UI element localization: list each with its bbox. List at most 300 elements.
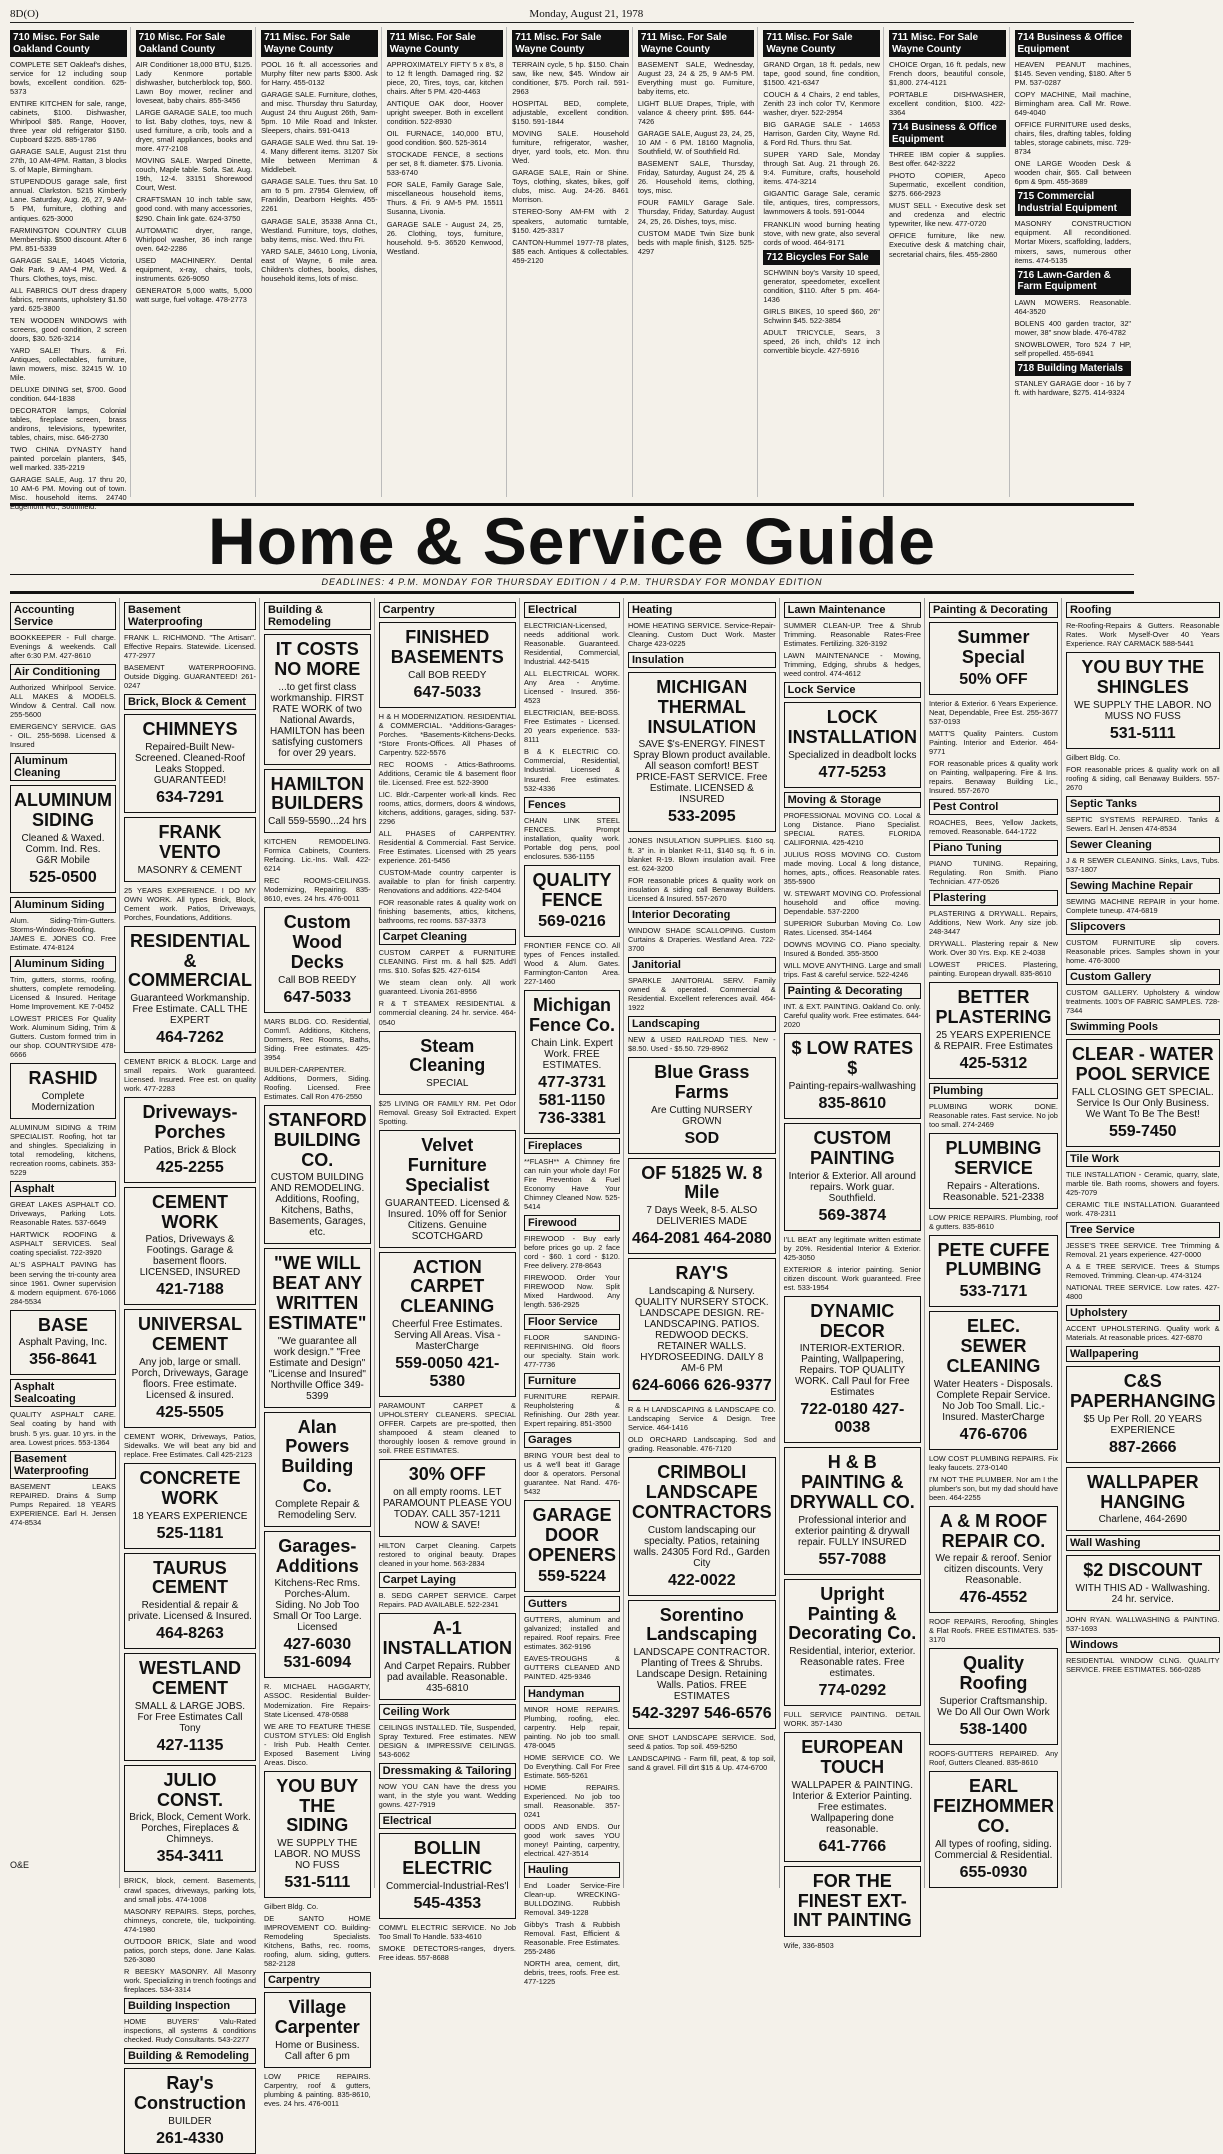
- display-ad-line: Summer Special: [957, 627, 1030, 667]
- service-category-header: Carpet Cleaning: [379, 929, 516, 945]
- display-ad-line: SOD: [684, 1129, 720, 1147]
- display-ad-line: 25 YEARS EXPERIENCE & REPAIR. Free Estimates: [934, 1029, 1053, 1052]
- display-ad-line: 7 Days Week, 8-5. ALSO DELIVERIES MADE: [646, 1205, 758, 1228]
- service-category-header: Sewer Cleaning: [1066, 837, 1220, 853]
- display-ad-box: [264, 634, 371, 765]
- display-ad-line: 559-7450: [1108, 1122, 1177, 1140]
- service-category-header: Swimming Pools: [1066, 1019, 1220, 1035]
- classified-ad: STANLEY GARAGE door - 16 by 7 ft. with hardware, $275. 414-9324: [1014, 379, 1132, 398]
- service-ad: NATIONAL TREE SERVICE. Low rates. 427-4800: [1065, 1283, 1220, 1302]
- display-ad-line: We repair & reroof. Senior citizen discounts. Very Reasonable.: [935, 1553, 1052, 1587]
- display-ad-line: FRANK VENTO: [158, 821, 222, 862]
- classified-column: [638, 27, 759, 497]
- service-ad: PLASTERING & DRYWALL. Repairs, Additions, New Work. Any size job. 248-3447: [928, 909, 1058, 937]
- display-ad-box: [124, 1463, 256, 1549]
- display-ad-box: [524, 1500, 620, 1592]
- classified-ad: SCHWINN boy's Varsity 10 speed, generator, speedometer, excellent condition, $110. After 5 pm. 464-1436: [763, 268, 880, 305]
- display-ad-line: Any job, large or small. Porch, Driveways, Garage floors. Free estimate. Licensed & insured.: [131, 1357, 249, 1401]
- display-ad-line: Specialized in deadbolt locks: [788, 749, 917, 761]
- display-ad-line: PETE CUFFE PLUMBING: [937, 1239, 1050, 1280]
- display-ad-box: [1066, 1366, 1220, 1463]
- display-ad-box: [784, 1866, 921, 1937]
- service-ad: BRICK, block, cement. Basements, crawl spaces, driveways, parking lots, and small jobs. 474-1008: [123, 1876, 256, 1904]
- display-ad-line: Residential, interior, exterior. Reasonable rates. Free estimates.: [789, 1646, 916, 1680]
- classified-ad: BASEMENT SALE, Thursday, Friday, Saturday, August 24, 25 & 26. Household items, clothing, toys, misc.: [637, 159, 755, 196]
- service-category-header: Pest Control: [929, 799, 1058, 815]
- display-ad-line: CONCRETE WORK: [139, 1468, 241, 1508]
- service-ad: WE ARE TO FEATURE THESE CUSTOM STYLES: Old English - Irish Pub. Health Center. Exposed Basement Living Areas. Disco.: [263, 1721, 371, 1767]
- display-ad-box: [124, 817, 256, 882]
- classified-ad: FOUR FAMILY Garage Sale. Thursday, Friday, Saturday. August 24, 25, 26. Dishes, toys, misc.: [637, 198, 755, 226]
- service-ad: FRONTIER FENCE CO. All types of Fences installed. Wood & Alum. Gates. Farmington-Canton Area. 227-1460: [523, 941, 620, 987]
- service-ad: LOW PRICE REPAIRS. Plumbing, roof & gutters. 835-8610: [928, 1212, 1058, 1231]
- display-ad-line: Brick, Block, Cement Work. Porches, Fireplaces & Chimneys.: [129, 1812, 251, 1846]
- service-ad: BUILDER-CARPENTER. Additions, Dormers, Siding. Roofing. Licensed. Free Estimates. Call Ron 476-2550: [263, 1064, 371, 1102]
- classified-ad: OFFICE furniture, like new. Executive desk & matching chair, secretarial chairs, files. 455-2860: [888, 231, 1006, 259]
- display-ad-line: All types of roofing, siding. Commercial & Residential.: [934, 1838, 1053, 1861]
- service-ad: SUPERIOR Suburban Moving Co. Low Rates. Licensed. 354-1464: [783, 919, 921, 938]
- display-ad-box: [784, 1447, 921, 1574]
- display-ad-line: $2 DISCOUNT: [1083, 1560, 1203, 1581]
- masthead: [10, 8, 1134, 23]
- display-ad-box: [264, 1105, 371, 1244]
- service-ad: CUSTOM CARPET & FURNITURE CLEANING. First rm. & hall $25. Add'l rms. $10. Sofas $25. 427-6154: [378, 948, 516, 976]
- classified-ad: PORTABLE DISHWASHER, excellent condition, $100. 422-3364: [888, 90, 1006, 118]
- service-ad: HOME SERVICE CO. We Do Everything. Call For Free Estimate. 565-5261: [523, 1752, 620, 1780]
- service-ad: 25 YEARS EXPERIENCE. I DO MY OWN WORK. All types Brick, Block, Cement work. Patios, Driveways, Porches, Foundations, Additions.: [123, 885, 256, 922]
- service-ad: MARS BLDG. CO. Residential, Comm'l. Additions, Kitchens, Dormers, Rec Rooms, Baths, Siding. Free estimates. 425-3954: [263, 1016, 371, 1062]
- service-ad: FOR reasonable rates & quality work on finishing basements, attics, kitchens, bathrooms, rec rooms. 537-3373: [378, 898, 516, 926]
- display-ad-line: UNIVERSAL CEMENT: [137, 1314, 242, 1355]
- service-ad: DE SANTO HOME IMPROVEMENT CO. Building-Remodeling Specialists. Kitchens, Baths, rec. rooms, roofing, alum. siding, gutters. 582-2128: [263, 1914, 371, 1969]
- page-date: Monday, August 21, 1978: [529, 8, 644, 20]
- display-ad-line: BUILDER: [168, 2115, 212, 2127]
- display-ad-box: [264, 1412, 371, 1527]
- guide-column: [628, 598, 780, 1888]
- display-ad-box: [929, 1771, 1058, 1887]
- display-ad-line: Garages-Additions: [275, 1535, 359, 1576]
- classified-ad: MOVING SALE. Household furniture, refrigerator, washer, dryer, yard tools, etc. Mon. thru Wed.: [512, 129, 629, 166]
- display-ad-box: [379, 1613, 516, 1700]
- service-ad: SEPTIC SYSTEMS REPAIRED. Tanks & Sewers. Earl H. Jensen 474-8534: [1065, 814, 1220, 833]
- display-ad-line: 425-5312: [959, 1054, 1028, 1072]
- classified-ad: LARGE GARAGE SALE, too much to list. Baby clothes, toys, new & used furniture, a crib, tools and a dryer, small appliances, books and more. 477-2108: [135, 108, 253, 154]
- display-ad-box: [264, 1771, 371, 1898]
- service-category-header: Fences: [524, 797, 620, 813]
- service-ad: H & H MODERNIZATION. RESIDENTIAL & COMMERCIAL. *Additions-Garages-Porches. *Basements-Kitchens-Decks. *Store Fronts-Offices. All Phases of Carpentry. 522-5576: [378, 711, 516, 757]
- display-ad-line: 425-5505: [156, 1404, 224, 1421]
- display-ad-line: 427-1135: [156, 1736, 224, 1754]
- service-ad: NOW YOU CAN have the dress you want, in the style you want. Wedding gowns. 427-7919: [378, 1781, 516, 1809]
- guide-column: [929, 598, 1062, 1888]
- display-ad-line: 525-1181: [156, 1524, 224, 1542]
- service-ad: PLUMBING WORK DONE. Reasonable rates. Fast service. No job too small. 274-2469: [928, 1101, 1058, 1129]
- service-category-header: Handyman: [524, 1686, 620, 1702]
- display-ad-line: Guaranteed Workmanship. Free Estimate. CALL THE EXPERT: [130, 993, 250, 1027]
- classified-ad: BOLENS 400 garden tractor, 32" mower, 38" snow blade. 476-4782: [1014, 318, 1132, 337]
- classified-ad: GENERATOR 5,000 watts, 5,000 watt surge, fuel voltage. 478-2773: [135, 285, 253, 304]
- guide-column: [1066, 598, 1223, 1888]
- classified-ad: GARAGE SALE, 14045 Victoria, Oak Park. 9 AM-4 PM, Wed. & Thurs. Clothes, toys, misc.: [10, 255, 127, 283]
- service-category-header: Dressmaking & Tailoring: [379, 1763, 516, 1779]
- display-ad-line: Residential & repair & private. Licensed & Insured.: [127, 1600, 252, 1623]
- classified-ad: STEREO-Sony AM-FM with 2 speakers, automatic turntable, $150. 425-3317: [512, 207, 629, 235]
- home-service-guide-banner: [10, 503, 1134, 594]
- display-ad-line: INTERIOR-EXTERIOR. Painting, Wallpapering, Repairs. TOP QUALITY WORK. Call Paul for Free Estimates: [795, 1343, 910, 1399]
- classified-ad: MOVING SALE. Warped Dinette, couch, Maple table. Sofa. Sat. Aug. 19th, 12-4. 33151 Shorewood Court, West.: [135, 156, 253, 193]
- service-ad: SMOKE DETECTORS-ranges, dryers. Free ideas. 557-8688: [378, 1943, 516, 1962]
- display-ad-line: Sorentino Landscaping: [646, 1604, 758, 1645]
- service-ad: FURNITURE REPAIR. Reupholstering & Refinishing. Our 28th year. Expert repairing. 851-3500: [523, 1391, 620, 1428]
- section-header: 715 Commercial Industrial Equipment: [1015, 189, 1132, 216]
- display-ad-line: WALLPAPER HANGING: [1086, 1471, 1199, 1512]
- classified-column: [889, 27, 1010, 497]
- display-ad-line: 477-5253: [818, 763, 887, 781]
- display-ad-line: 722-0180 427-0038: [800, 1401, 905, 1437]
- display-ad-line: CEMENT WORK: [151, 1191, 228, 1232]
- display-ad-box: [1066, 1039, 1220, 1147]
- display-ad-box: [264, 1248, 371, 1407]
- display-ad-line: Village Carpenter: [274, 1997, 360, 2038]
- classified-ad: OFFICE FURNITURE used desks, chairs, files, drafting tables, folding tables, storage cabinets, misc. 729-8734: [1014, 120, 1132, 157]
- display-ad-line: Driveways-Porches: [142, 1102, 238, 1143]
- display-ad-line: SAVE $'s-ENERGY. FINEST Spray Blown product available. All season comfort! BEST PRICE-FAST SERVICE. Free Estimate. LICENSED & INSURED: [633, 739, 771, 806]
- display-ad-box: [628, 1600, 776, 1730]
- service-ad: FIREWOOD - Buy early before prices go up. 2 face cord - $60. 1 cord - $120. Free delivery. 278-8643: [523, 1234, 620, 1271]
- classified-ad: POOL 16 ft. all accessories and Murphy filter new parts $300. Ask for Harry. 455-0132: [261, 60, 378, 88]
- service-ad: REC ROOMS-CEILINGS. Modernizing, Repairing. 835-8610, eves. 24 hrs. 476-0011: [263, 876, 371, 904]
- service-category-header: Landscaping: [628, 1016, 776, 1032]
- service-ad: R & T STEAMEX RESIDENTIAL & commercial cleaning. 24 hr. service. 464-0540: [378, 999, 516, 1027]
- service-category-header: Windows: [1066, 1637, 1220, 1653]
- classified-ad: APPROXIMATELY FIFTY 5 x 8's, 8 to 12 ft length. Damaged ring. $2 piece, 20, Tires, toys, car, kitchen chairs. After 5 PM. 420-4463: [386, 60, 504, 97]
- service-ad: HOME HEATING SERVICE. Service-Repair-Cleaning. Custom Duct Work. Master Charge 423-0225: [627, 621, 776, 649]
- display-ad-line: Professional interior and exterior painting & drywall repair. FULLY INSURED: [795, 1514, 910, 1548]
- service-ad: JOHN RYAN. WALLWASHING & PAINTING. 537-1693: [1065, 1615, 1220, 1634]
- display-ad-line: Call BOB REEDY: [408, 669, 487, 681]
- display-ad-line: 542-3297 546-6576: [631, 1705, 772, 1723]
- display-ad-box: [524, 865, 620, 938]
- classified-ad: LAWN MOWERS. Reasonable. 464-3520: [1014, 297, 1132, 316]
- display-ad-line: Custom landscaping our specialty. Patios, retaining walls. 24305 Ford Rd., Garden City: [633, 1524, 770, 1569]
- display-ad-box: [929, 1648, 1058, 1745]
- classified-ad: GRAND Organ, 18 ft. pedals, new tape, good sound, fine condition, $1500. 421-6347: [763, 60, 880, 88]
- classified-ad: BIG GARAGE SALE - 14653 Harrison, Garden City, Wayne Rd. & Ford Rd. Thurs. thru Sat.: [763, 120, 880, 148]
- service-category-header: Asphalt: [10, 1181, 116, 1197]
- display-ad-line: 30% OFF: [408, 1464, 486, 1485]
- classified-ad: DECORATOR lamps, Colonial tables, fireplace screen, brass andirons, televisions, typewriter, tables, chairs, misc. 646-2730: [10, 406, 127, 443]
- display-ad-line: WE SUPPLY THE LABOR. NO MUSS NO FUSS: [274, 1838, 361, 1872]
- display-ad-line: 647-5033: [283, 988, 352, 1006]
- classified-ad: TERRAIN cycle, 5 hp. $150. Chain saw, like new, $45. Window air conditioner, $75. Porch rail. 591-2963: [512, 60, 629, 97]
- display-ad-line: Complete Modernization: [31, 1091, 95, 1114]
- display-ad-line: GUARANTEED. Licensed & Insured. 10% off for Senior Citizens. Genuine SCOTCHGARD: [385, 1197, 510, 1242]
- classified-ad: GARAGE SALE, Rain or Shine. Toys, clothing, skates, bikes, golf clubs, misc. Aug. 24-26. 8461 Morrison.: [512, 168, 629, 205]
- display-ad-box: [124, 2068, 256, 2154]
- service-ad: ALL ELECTRICAL WORK. Any Area - Anytime. Licensed - Insured. 356-4523: [523, 669, 620, 706]
- service-ad: W. STEWART MOVING CO. Professional household and office moving. Dependable. 537-2200: [783, 889, 921, 917]
- service-ad: ALUMINUM SIDING & TRIM SPECIALIST. Roofing, hot tar and shingles. Specializing in total remodeling, kitchens, recreation rooms, cabinets. 353-5229: [10, 1123, 116, 1178]
- display-ad-line: 557-7088: [818, 1550, 887, 1568]
- display-ad-line: 525-0500: [29, 868, 97, 886]
- display-ad-line: Blue Grass Farms: [654, 1061, 750, 1102]
- display-ad-line: And Carpet Repairs. Rubber pad available. Reasonable. 435-6810: [384, 1660, 511, 1694]
- service-ad: CHAIN LINK STEEL FENCES. Prompt installation, quality work. Portable dog pens, pool enclosures. 536-1155: [523, 815, 620, 861]
- service-category-header: Aluminum Siding: [10, 897, 116, 913]
- display-ad-line: ELEC. SEWER CLEANING: [946, 1316, 1041, 1376]
- classified-ad: COUCH & 4 Chairs, 2 end tables, Zenith 23 inch color TV, Kenmore washer, dryer. 522-2954: [763, 90, 880, 118]
- service-category-header: Brick, Block & Cement: [124, 694, 256, 710]
- section-header: 714 Business & Office Equipment: [1015, 30, 1132, 57]
- classified-ad: ADULT TRICYCLE, Sears, 3 speed, 26 inch, child's 12 inch convertible bicycle. 427-5916: [763, 328, 880, 356]
- classified-column: [1015, 27, 1135, 497]
- display-ad-line: Complete Repair & Remodeling Serv.: [275, 1498, 360, 1521]
- section-header: 711 Misc. For Sale Wayne County: [638, 30, 755, 57]
- display-ad-line: 427-6030 531-6094: [283, 1636, 352, 1672]
- service-ad: HOME REPAIRS. Experienced. No job too small. Reasonable. 357-0241: [523, 1782, 620, 1819]
- classified-ad: GARAGE SALE, August 23, 24, 25, 10 AM - 6 PM. 18160 Magnolia, Southfield, W. of Southfield Rd.: [637, 129, 755, 157]
- service-category-header: Wall Washing: [1066, 1535, 1220, 1551]
- service-category-header: Sewing Machine Repair: [1066, 878, 1220, 894]
- display-ad-line: Steam Cleaning: [409, 1035, 486, 1076]
- display-ad-line: Michigan Fence Co.: [528, 995, 615, 1036]
- display-ad-line: 425-2255: [156, 1158, 224, 1176]
- display-ad-line: 477-3731 581-1150 736-3381: [538, 1074, 606, 1128]
- display-ad-box: [10, 1063, 116, 1119]
- display-ad-line: JULIO CONST.: [156, 1769, 223, 1810]
- classified-ad: GARAGE SALE - August 24, 25, 26. Clothing, toys, furniture, household. 9-5. 36520 Kenwood, Westland.: [386, 219, 504, 256]
- service-ad: FULL SERVICE PAINTING. DETAIL WORK. 357-1430: [783, 1710, 921, 1729]
- display-ad-line: Painting-repairs-wallwashing: [788, 1081, 916, 1092]
- service-ad: OUTDOOR BRICK, Slate and wood patios, porch steps, done. Jane Kalas. 526-3080: [123, 1936, 256, 1964]
- display-ad-line: IT COSTS NO MORE: [274, 639, 361, 679]
- display-ad-box: [929, 982, 1058, 1079]
- display-ad-line: 464-8263: [156, 1625, 224, 1643]
- display-ad-box: [124, 1309, 256, 1428]
- service-category-header: Slipcovers: [1066, 919, 1220, 935]
- service-ad: SPARKLE JANITORIAL SERV. Family owned & operated. Commercial & Residential. Excellent references avail. 464-1922: [627, 975, 776, 1012]
- service-ad: LOWEST PRICES. Plastering, painting. European drywall. 835-8610: [928, 960, 1058, 979]
- display-ad-line: YOU BUY THE SHINGLES: [1081, 657, 1205, 697]
- display-ad-line: C&S PAPERHANGING: [1069, 1371, 1216, 1411]
- display-ad-line: WE SUPPLY THE LABOR. NO MUSS NO FUSS: [1074, 699, 1212, 722]
- classified-ad: AUTOMATIC dryer, range, Whirlpool washer, 36 inch range oven. 642-2286: [135, 225, 253, 253]
- service-category-header: Septic Tanks: [1066, 796, 1220, 812]
- service-ad: HILTON Carpet Cleaning. Carpets restored to original beauty. Drapes cleaned in your home. 563-2834: [378, 1540, 516, 1569]
- classified-ad: TWO CHINA DYNASTY hand painted porcelain planters, $45, well marked. 335-2219: [10, 445, 127, 473]
- section-header: 711 Misc. For Sale Wayne County: [387, 30, 504, 57]
- section-header: 711 Misc. For Sale Wayne County: [261, 30, 378, 57]
- service-guide-grid: [10, 598, 1220, 2147]
- display-ad-line: 422-0022: [667, 1571, 736, 1589]
- service-ad: RESIDENTIAL WINDOW CLNG. QUALITY SERVICE. FREE ESTIMATES. 566-0285: [1065, 1656, 1220, 1675]
- display-ad-line: LANDSCAPE CONTRACTOR. Planting of Trees & Shrubs. Landscape Design. Retaining Walls. Patios. FREE ESTIMATES: [633, 1647, 771, 1703]
- service-category-header: Tree Service: [1066, 1222, 1220, 1238]
- display-ad-line: Repaired-Built New-Screened. Cleaned-Roof Leaks Stopped. GUARANTEED!: [134, 741, 246, 786]
- classified-ad: ONE LARGE Wooden Desk & wooden chair, $65. Call between 6pm & 9pm. 455-3689: [1014, 159, 1132, 187]
- service-ad: MATT'S Quality Painters. Custom Painting. Interior and Exterior. 464-9771: [928, 728, 1058, 756]
- display-ad-line: ACTION CARPET CLEANING: [400, 1256, 495, 1317]
- classified-ad: CRAFTSMAN 10 inch table saw, good cond. with many accessories, $290. Chain link gate. 624-3750: [135, 195, 253, 223]
- display-ad-line: Chain Link. Expert Work. FREE ESTIMATES.: [531, 1038, 613, 1072]
- service-ad: ROOF REPAIRS, Reroofing, Shingles & Flat Roofs. FREE ESTIMATES. 535-3170: [928, 1617, 1058, 1645]
- service-ad: QUALITY ASPHALT CARE. Seal coating by hand with brush. 5 yrs. guar. 10 yrs. in the area. Lowest prices. 553-1364: [10, 1410, 116, 1447]
- service-ad: LOW PRICE REPAIRS. Carpentry, roof & gutters, plumbing & painting. 835-8610, eves. 24 hrs. 476-0011: [263, 2071, 371, 2109]
- display-ad-box: [784, 1033, 921, 1119]
- service-ad: OLD ORCHARD Landscaping. Sod and grading. Reasonable. 476-7120: [627, 1435, 776, 1454]
- service-ad: I'M NOT THE PLUMBER. Nor am I the plumber's son, but my dad should have been. 464-2255: [928, 1474, 1058, 1502]
- section-header: 712 Bicycles For Sale: [763, 250, 880, 266]
- classified-ad: FARMINGTON COUNTRY CLUB Membership. $500 discount. After 6 PM. 851-5339: [10, 225, 127, 253]
- display-ad-line: 476-4552: [959, 1589, 1028, 1607]
- service-ad: KITCHEN REMODELING. Formica Cabinets, Counters. Refacing. Lic.-Ins. Wall. 422-6214: [263, 837, 371, 874]
- service-ad: LOW COST PLUMBING REPAIRS. Fix leaky faucets. 273-0140: [928, 1453, 1058, 1472]
- display-ad-line: 559-0050 421-5380: [395, 1355, 500, 1390]
- service-category-header: Painting & Decorating: [784, 983, 921, 999]
- service-ad: JESSE'S TREE SERVICE. Tree Trimming & Removal. 21 years experience. 427-0000: [1065, 1240, 1220, 1259]
- section-header: 711 Misc. For Sale Wayne County: [763, 30, 880, 57]
- display-ad-box: [929, 1506, 1058, 1614]
- classified-ad: CHOICE Organ, 16 ft. pedals, new French doors, beautiful console, $1,800. 274-4121: [888, 60, 1006, 88]
- service-ad: $25 LIVING OR FAMILY RM. Pet Odor Removal. Greasy Soil Extracted. Expert Spotting.: [378, 1099, 516, 1127]
- display-ad-line: $5 Up Per Roll. 20 YEARS EXPERIENCE: [1083, 1413, 1202, 1436]
- service-ad: FRANK L. RICHMOND. "The Artisan". Effective Repairs. Statewide. Licensed. 477-2977: [123, 633, 256, 661]
- display-ad-line: Water Heaters - Disposals. Complete Repair Service. No Job Too Small. Lic.-Insured. MasterCharge: [933, 1378, 1053, 1423]
- display-ad-box: [124, 1765, 256, 1873]
- service-category-header: Tile Work: [1066, 1151, 1220, 1167]
- service-ad: EAVES-TROUGHS & GUTTERS CLEANED AND PAINTED. 425-9346: [523, 1654, 620, 1682]
- display-ad-line: CRIMBOLI LANDSCAPE CONTRACTORS: [631, 1462, 772, 1522]
- display-ad-line: Upright Painting & Decorating Co.: [788, 1583, 917, 1644]
- service-ad: B. SEDG CARPET SERVICE. Carpet Repairs. PAD AVAILABLE. 522-2341: [378, 1591, 516, 1610]
- service-ad: Gilbert Bldg. Co.: [1065, 752, 1121, 762]
- service-category-header: Carpet Laying: [379, 1572, 516, 1588]
- section-header: 718 Building Materials: [1015, 361, 1132, 377]
- classified-ad: ENTIRE KITCHEN for sale, range, cabinets, $100. Dishwasher, Whirlpool $85. Range, Hoover, three year old refrigerator $150. Cupboard $225. 885-1786: [10, 99, 127, 145]
- service-category-header: Insulation: [628, 652, 776, 668]
- classified-ad: YARD SALE, 34610 Long, Livonia, east of Wayne, 6 mile area. Children's clothes, books, dishes, household items, lots of misc.: [261, 246, 378, 283]
- service-category-header: Gutters: [524, 1596, 620, 1612]
- service-ad: BRING YOUR best deal to us & we'll beat it! Garage door & operators. Personal guarantee. Nat Rand. 476-5432: [523, 1450, 620, 1496]
- display-ad-line: on all empty rooms. LET PARAMOUNT PLEASE YOU TODAY. CALL 357-1211 NOW & SAVE!: [382, 1486, 512, 1531]
- display-ad-line: Velvet Furniture Specialist: [405, 1135, 490, 1195]
- service-category-header: Plastering: [929, 890, 1058, 906]
- service-ad: We steam clean only. All work guaranteed. Livonia 261-8956: [378, 978, 516, 997]
- classified-ad: GARAGE SALE, August 21st thru 27th, 10 AM-4PM. Rattan, 3 blocks S. of Maple, Birmingham.: [10, 147, 127, 175]
- display-ad-box: [124, 714, 256, 813]
- service-ad: ROACHES, Bees, Yellow Jackets, removed. Reasonable. 644-1722: [928, 817, 1058, 836]
- service-category-header: Ceiling Work: [379, 1704, 516, 1720]
- classified-ad: MASONRY CONSTRUCTION equipment. All reconditioned. Mortar Mixers, scaffolding, ladders, mixers, saws, numerous other items. 474-5135: [1014, 219, 1132, 265]
- service-ad: PIANO TUNING. Repairing, Regulating. Ron Smith. Piano Technician. 477-0526: [928, 858, 1058, 887]
- display-ad-line: 464-2081 464-2080: [631, 1230, 772, 1248]
- display-ad-box: [379, 1833, 516, 1919]
- service-category-header: Upholstery: [1066, 1305, 1220, 1321]
- display-ad-box: [124, 1553, 256, 1650]
- deadline-line: DEADLINES: 4 P.M. MONDAY FOR THURSDAY EDITION / 4 P.M. THURSDAY FOR MONDAY EDITION: [10, 574, 1134, 587]
- display-ad-line: CLEAR - WATER POOL SERVICE: [1071, 1044, 1214, 1084]
- classified-column: [512, 27, 633, 497]
- display-ad-line: RAY'S: [675, 1263, 729, 1284]
- display-ad-line: Interior & Exterior. All around repairs. Work guar. Southfield.: [788, 1170, 916, 1204]
- display-ad-line: A & M ROOF REPAIR CO.: [939, 1510, 1048, 1551]
- display-ad-line: 655-0930: [959, 1863, 1028, 1881]
- service-category-header: Building & Remodeling: [264, 602, 371, 630]
- service-ad: EMERGENCY SERVICE. GAS - OIL. 255-5698. Licensed & Insured: [10, 722, 116, 750]
- display-ad-line: PLUMBING SERVICE: [945, 1137, 1042, 1178]
- service-ad: J & R SEWER CLEANING. Sinks, Lavs, Tubs. 537-1807: [1065, 855, 1220, 874]
- service-category-header: Roofing: [1066, 602, 1220, 618]
- service-category-header: Building & Remodeling: [124, 2048, 256, 2064]
- classified-ad: DELUXE DINING set, $700. Good condition. 644-1838: [10, 385, 127, 404]
- display-ad-line: Call 559-5590...24 hrs: [268, 816, 367, 828]
- service-category-header: Custom Gallery: [1066, 969, 1220, 985]
- service-category-header: Interior Decorating: [628, 907, 776, 923]
- display-ad-line: 569-3874: [818, 1206, 887, 1224]
- service-ad: Trim, gutters, storms, roofing, shutters, complete remodeling. Licensed & Insured. Heritage Home Improvement. KE 7-0452: [10, 975, 116, 1012]
- service-ad: FIREWOOD. Order Your FIREWOOD Now. Split Mixed Hardwood. Any length. 536-2925: [523, 1273, 620, 1310]
- classified-misc-section: [10, 27, 1134, 512]
- display-ad-line: Are Cutting NURSERY GROWN: [651, 1104, 753, 1127]
- classified-ad: USED MACHINERY. Dental equipment, x-ray, chairs, tools, instruments. 626-9050: [135, 255, 253, 283]
- service-category-header: Painting & Decorating: [929, 602, 1058, 618]
- display-ad-line: Patios, Driveways & Footings. Garage & basement floors. LICENSED, INSURED: [139, 1234, 241, 1279]
- service-ad: LIC. Bldr.-Carpenter work-all kinds. Rec rooms, attics, dormers, doors & windows, kitchens, additions, garages, siding. 537-2296: [378, 789, 516, 826]
- display-ad-box: [524, 990, 620, 1134]
- service-ad: MINOR HOME REPAIRS. Plumbing, roofing, elec. carpentry. Help repair, painting. No job too small. 478-0045: [523, 1704, 620, 1750]
- service-ad: PROFESSIONAL MOVING CO. Local & Long Distance. Piano Specialist. SPECIAL RATES. FLORIDA CALIFORNIA. 425-4210: [783, 810, 921, 847]
- guide-column: [263, 598, 375, 2109]
- service-category-header: Furniture: [524, 1373, 620, 1389]
- classified-ad: YARD SALE! Thurs. & Fri. Antiques, collectables, furniture, lawn mowers, misc. 32415 W. 10 Mile.: [10, 345, 127, 382]
- display-ad-line: GARAGE DOOR OPENERS: [527, 1504, 616, 1565]
- display-ad-box: [10, 785, 116, 893]
- classified-ad: GARAGE SALE. Tues. thru Sat. 10 am to 5 pm. 27954 Glenview, off Franklin, Dearborn Heights. 455-2261: [261, 177, 378, 214]
- service-category-header: Floor Service: [524, 1314, 620, 1330]
- display-ad-line: 634-7291: [156, 788, 224, 806]
- display-ad-line: 533-2095: [667, 808, 736, 826]
- display-ad-line: Asphalt Paving, Inc.: [18, 1337, 108, 1349]
- display-ad-box: [929, 1311, 1058, 1449]
- service-ad: BOOKKEEPER - Full charge. Evenings & weekends. Call after 6:30 P.M. 427-8610: [10, 633, 116, 661]
- display-ad-line: ...to get first class workmanship. FIRST RATE WORK of two National Awards, HAMILTON has been satisfying customers for over 29 years.: [269, 681, 365, 759]
- display-ad-line: Kitchens-Rec Rms. Porches-Alum. Siding. No Job Too Small Or Too Large. Licensed: [272, 1578, 362, 1634]
- classified-ad: STUPENDOUS garage sale, first annual. Clarkston. 5215 Kimberly Lane. Saturday, Aug. 26, 27, 9 AM-5 PM, furniture, clothing and antiques. 625-3000: [10, 177, 127, 223]
- display-ad-line: FALL CLOSING GET SPECIAL. Service Is Our Only Business. We Want To Be The Best!: [1071, 1086, 1214, 1120]
- display-ad-line: LOCK INSTALLATION: [787, 707, 917, 747]
- service-category-header: Asphalt Sealcoating: [10, 1379, 116, 1407]
- classified-ad: GARAGE SALE, 35338 Anna Ct., Westland. Furniture, toys, clothes, baby items, misc. Wed. thru Fri.: [261, 216, 378, 244]
- service-category-header: Carpentry: [264, 1972, 371, 1988]
- classified-ad: OIL FURNACE, 140,000 BTU, good condition. $60. 525-3614: [386, 129, 504, 148]
- display-ad-line: 50% OFF: [959, 670, 1028, 688]
- display-ad-line: RESIDENTIAL & COMMERCIAL: [127, 930, 252, 991]
- display-ad-line: 545-4353: [413, 1894, 482, 1912]
- service-ad: Interior & Exterior. 6 Years Experience. Neat, Dependable, Free Est. 255-3677 537-0193: [928, 698, 1058, 726]
- display-ad-line: Ray's Construction: [133, 2072, 246, 2113]
- classified-ad: SUPER YARD Sale, Monday through Sat. Aug. 21 through 26. 9:4. Furniture, crafts, household items. 474-3214: [763, 150, 880, 187]
- service-category-header: Wallpapering: [1066, 1346, 1220, 1362]
- service-ad: NEW & USED RAILROAD TIES. New - $8.50. Used - $5.50. 729-8962: [627, 1034, 776, 1053]
- display-ad-line: Cheerful Free Estimates. Serving All Areas. Visa - MasterCharge: [391, 1319, 503, 1352]
- display-ad-line: TAURUS CEMENT: [151, 1557, 228, 1598]
- display-ad-line: 464-7262: [156, 1029, 224, 1047]
- display-ad-line: MICHIGAN THERMAL INSULATION: [647, 677, 757, 737]
- display-ad-line: "We guarantee all work design." "Free Estimate and Design" "License and Insured" Northville Office 349-5399: [268, 1335, 366, 1402]
- display-ad-box: [784, 1123, 921, 1231]
- service-category-header: Moving & Storage: [784, 792, 921, 808]
- display-ad-line: Superior Craftsmanship. We Do All Our Own Work: [937, 1696, 1050, 1719]
